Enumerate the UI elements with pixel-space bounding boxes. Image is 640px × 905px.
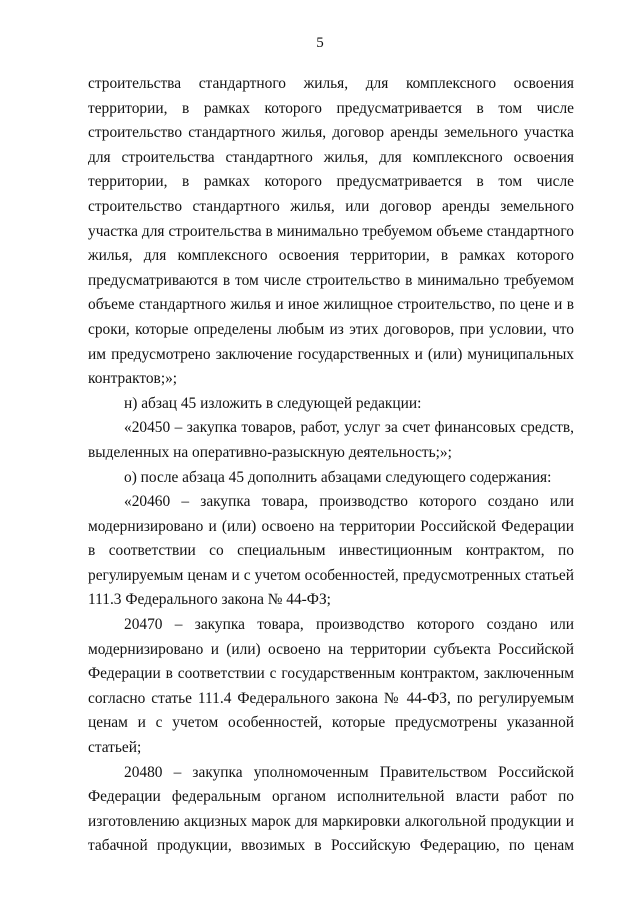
document-body xyxy=(88,72,574,859)
paragraph-continuation: строительства стандартного жилья, для комплексного освоения территории, в рамках которого предусматривается в том числе строительство стандартного жилья, договор аренды земельного участка для строительства стандартного жилья, для комплексного освоения территории, в рамках которого предусматривается в том числе строительство стандартного жилья, или договор аренды земельного участка для строительства в минимально требуемом объеме стандартного жилья, для комплексного освоения территории, в рамках которого предусматриваются в том числе строительство в минимально требуемом объеме стандартного жилья и иное жилищное строительство, по цене и в сроки, которые определены любым из этих договоров, при условии, что им предусмотрено заключение государственных и (или) муниципальных контрактов;»; xyxy=(88,75,574,388)
paragraph-item-o: о) после абзаца 45 дополнить абзацами следующего содержания: xyxy=(124,468,552,486)
page-number: 5 xyxy=(316,35,324,51)
paragraph-item-n: н) абзац 45 изложить в следующей редакции: xyxy=(124,394,422,412)
paragraph-code-20450: «20450 – закупка товаров, работ, услуг за счет финансовых средств, выделенных на оперативно-разыскную деятельность;»; xyxy=(88,419,574,461)
paragraph-code-20460: «20460 – закупка товара, производство которого создано или модернизировано и (или) освоено на территории Российской Федерации в соответствии со специальным инвестиционным контрактом, по регулируемым ценам и с учетом особенностей, предусмотренных статьей 111.3 Федерального закона № 44-ФЗ; xyxy=(88,493,574,609)
paragraph-code-20480: 20480 – закупка уполномоченным Правительством Российской Федерации федеральным органом исполнительной власти работ по изготовлению акцизных марок для маркировки алкогольной продукции и табачной продукции, ввозимых в Российскую Федерацию, по ценам xyxy=(88,763,574,855)
paragraph-code-20470: 20470 – закупка товара, производство которого создано или модернизировано и (или) освоено на территории субъекта Российской Федерации в соответствии с государственным контрактом, заключенным согласно статье 111.4 Федерального закона № 44-ФЗ, по регулируемым ценам и с учетом особенностей, которые предусмотрены указанной статьей; xyxy=(88,616,574,757)
